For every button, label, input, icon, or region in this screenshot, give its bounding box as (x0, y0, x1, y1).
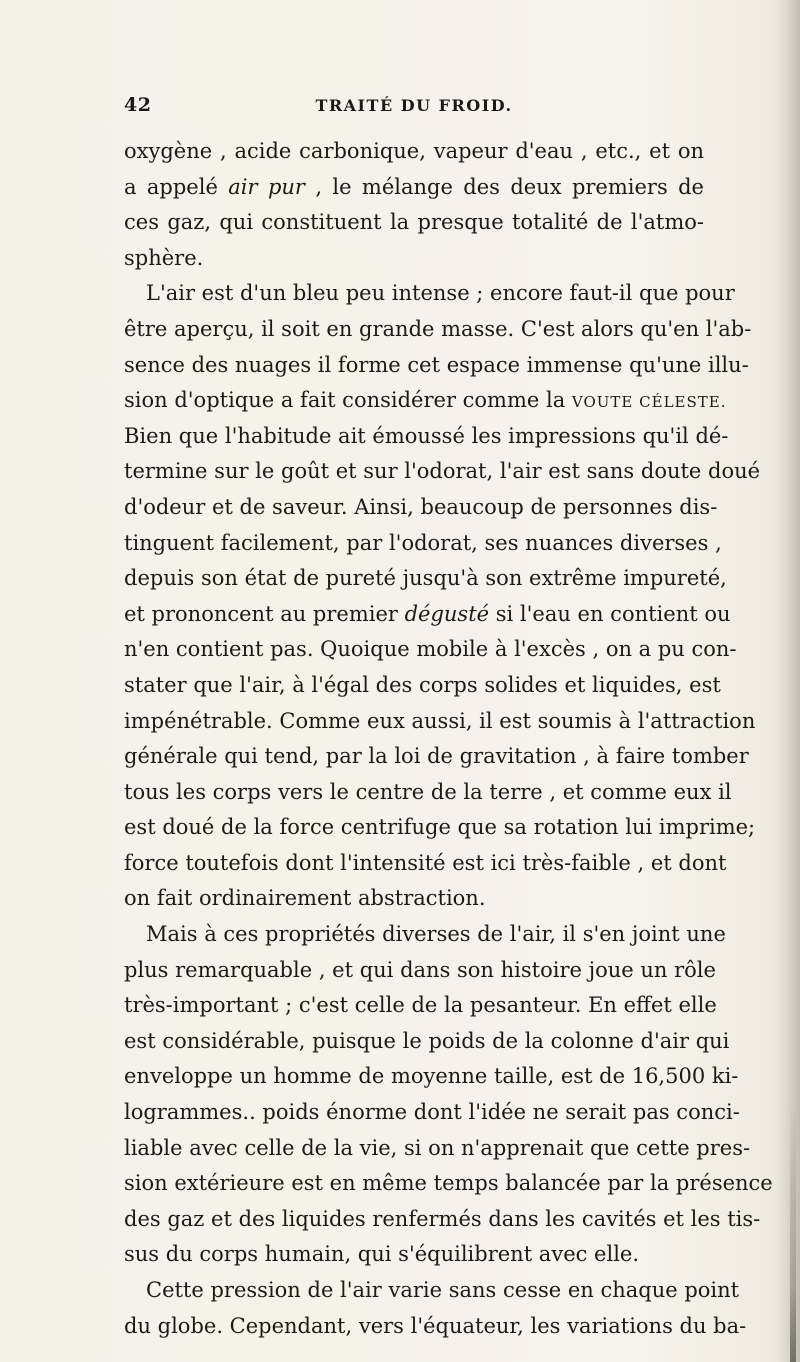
text-line: n'en contient pas. Quoique mobile à l'excès , on a pu con- (124, 637, 737, 662)
text-line: tinguent facilement, par l'odorat, ses nuances diverses , (124, 530, 722, 555)
running-title: TRAITÉ DU FROID. (315, 96, 513, 115)
text-line: force toutefois dont l'intensité est ici très-faible , et dont (124, 850, 727, 875)
italic-term: air pur (228, 174, 305, 199)
text-line: termine sur le goût et sur l'odorat, l'air est sans doute doué (124, 459, 761, 484)
text-line: logrammes.. poids énorme dont l'idée ne serait pas conci- (124, 1100, 740, 1125)
page-edge-shadow (776, 0, 800, 1362)
text-line: sion extérieure est en même temps balancée par la présence (124, 1171, 773, 1196)
text-line: impénétrable. Comme eux aussi, il est soumis à l'attraction (124, 708, 756, 733)
text-line: des gaz et des liquides renfermés dans les cavités et les tis- (124, 1206, 761, 1231)
text-line: Mais à ces propriétés diverses de l'air, il s'en joint une (146, 922, 726, 947)
text-line: sence des nuages il forme cet espace immense qu'une illu- (124, 352, 749, 377)
text-line: Cette pression de l'air varie sans cesse en chaque point (146, 1278, 740, 1302)
text-line: oxygène , acide carbonique, vapeur d'eau , etc., et on (124, 139, 704, 163)
page-number: 42 (124, 94, 152, 116)
text-line: très-important ; c'est celle de la pesanteur. En effet elle (124, 993, 717, 1018)
text-line: générale qui tend, par la loi de gravitation , à faire tomber (124, 744, 749, 769)
text-line: sus du corps humain, qui s'équilibrent avec elle. (124, 1242, 640, 1267)
text-segment: a appelé (124, 174, 229, 199)
text-segment: et prononcent au premier (124, 601, 405, 626)
binding-shadow (790, 1102, 796, 1362)
page-header (124, 94, 704, 124)
text-line: stater que l'air, à l'égal des corps solides et liquides, est (124, 672, 721, 697)
text-line: d'odeur et de saveur. Ainsi, beaucoup de personnes dis- (124, 494, 718, 519)
text-line (124, 170, 704, 206)
italic-term: dégusté (404, 601, 490, 626)
text-line: est considérable, puisque le poids de la colonne d'air qui (124, 1028, 730, 1053)
text-line: Bien que l'habitude ait émoussé les impressions qu'il dé- (124, 423, 729, 448)
body-text (124, 134, 773, 1344)
text-segment: si l'eau en contient ou (489, 601, 731, 626)
text-line: du globe. Cependant, vers l'équateur, les variations du ba- (124, 1313, 747, 1338)
text-line: est doué de la force centrifuge que sa rotation lui imprime; (124, 815, 756, 840)
text-line: sphère. (124, 245, 204, 270)
text-segment: , le mélange des deux premiers de (304, 174, 704, 199)
text-line: on fait ordinairement abstraction. (124, 886, 486, 911)
text-line: enveloppe un homme de moyenne taille, est de 16,500 ki- (124, 1064, 739, 1089)
text-line: tous les corps vers le centre de la terre , et comme eux il (124, 779, 732, 804)
text-line: L'air est d'un bleu peu intense ; encore faut-il que pour (146, 281, 735, 306)
text-line: être aperçu, il soit en grande masse. C'est alors qu'en l'ab- (124, 316, 752, 341)
text-line (124, 383, 727, 419)
text-line: plus remarquable , et qui dans son histoire joue un rôle (124, 957, 716, 982)
text-line: depuis son état de pureté jusqu'à son extrême impureté, (124, 566, 727, 591)
text-line (124, 597, 731, 633)
text-segment: sion d'optique a fait considérer comme la (124, 388, 572, 413)
text-line: ces gaz, qui constituent la presque totalité de l'atmo- (124, 210, 704, 235)
small-caps-term: VOUTE CÉLESTE. (571, 393, 727, 412)
text-line: liable avec celle de la vie, si on n'apprenait que cette pres- (124, 1135, 751, 1160)
